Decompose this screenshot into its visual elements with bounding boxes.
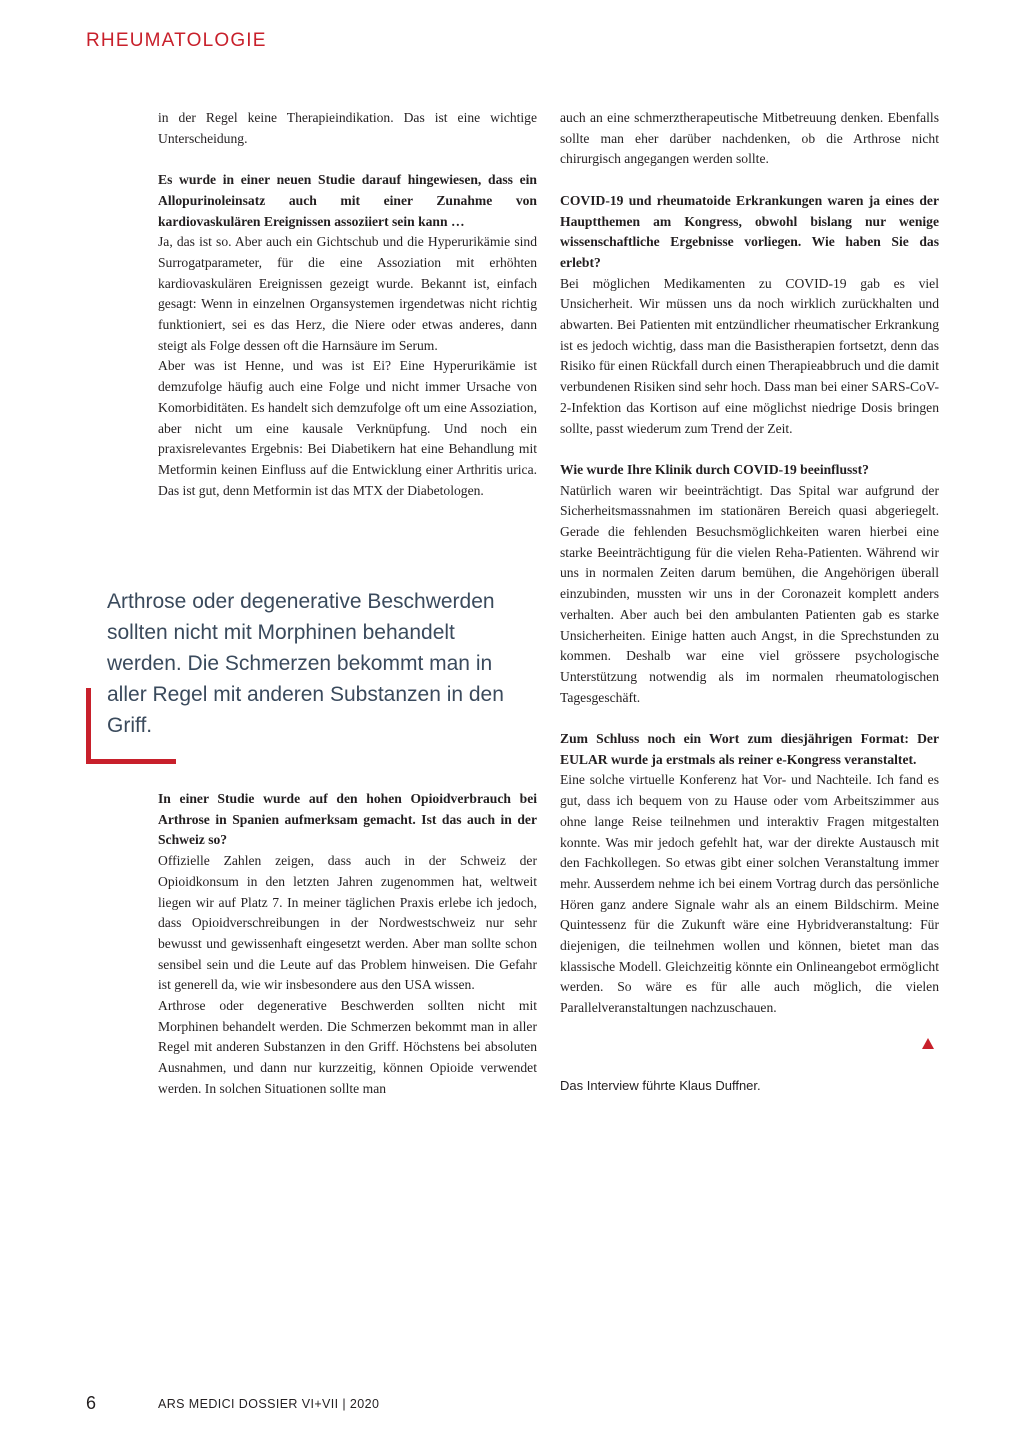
interview-question: In einer Studie wurde auf den hohen Opioidverbrauch bei Arthrose in Spanien aufmerksam gemacht. Ist das auch in der Schweiz so?	[158, 791, 537, 848]
page-number: 6	[86, 1393, 97, 1413]
left-column-top	[158, 108, 537, 501]
paragraph: Arthrose oder degenerative Beschwerden sollten nicht mit Morphinen behandelt werden. Die Schmerzen bekommt man in aller Regel mit anderen Substanzen in den Griff. Höchstens bei absoluten Ausnahmen, und dann nur kurzzeitig, können Opioide verwendet werden. In solchen Situationen sollte man	[158, 998, 537, 1096]
left-column-bottom	[158, 789, 537, 1100]
interview-answer: Ja, das ist so. Aber auch ein Gichtschub und die Hyperurikämie sind Surrogatparameter, für die eine Assoziation mit erhöhten kardiovaskulären Ereignissen gezeigt wurde. Bekannt ist, einfach gesagt: Wenn in einzelnen Organsystemen irgendetwas nicht richtig funktioniert, sei es das Herz, die Niere oder etwas anderes, dann steigt als Folge dessen oft die Harnsäure im Serum.	[158, 234, 537, 353]
interview-credit: Das Interview führte Klaus Duffner.	[560, 1078, 761, 1093]
interview-question: Zum Schluss noch ein Wort zum diesjährigen Format: Der EULAR wurde ja erstmals als reiner e-Kongress veranstaltet.	[560, 731, 939, 767]
publication-footer: ARS MEDICI DOSSIER VI+VII | 2020	[158, 1397, 380, 1411]
section-title: RHEUMATOLOGIE	[86, 30, 267, 51]
triangle-up-icon	[922, 1038, 934, 1049]
interview-question: COVID-19 und rheumatoide Erkrankungen waren ja eines der Hauptthemen am Kongress, obwohl bislang nur wenige wissenschaftliche Ergebnisse vorliegen. Wie haben Sie das erlebt?	[560, 192, 939, 270]
pullquote-bracket-vertical	[86, 688, 91, 764]
interview-question: Wie wurde Ihre Klinik durch COVID-19 beeinflusst?	[560, 461, 869, 477]
pull-quote: Arthrose oder degenerative Beschwerden sollten nicht mit Morphinen behandelt werden. Die Schmerzen bekommt man in aller Regel mit anderen Substanzen in den Griff.	[107, 590, 504, 737]
right-column	[560, 108, 939, 1019]
pullquote-bracket-horizontal	[86, 759, 176, 764]
paragraph: in der Regel keine Therapieindikation. Das ist eine wichtige Unterscheidung.	[158, 110, 537, 146]
interview-answer: Natürlich waren wir beeinträchtigt. Das Spital war aufgrund der Sicherheitsmassnahmen im stationären Bereich quasi abgeriegelt. Gerade die fehlenden Besuchsmöglichkeiten waren hierbei eine starke Beeinträchtigung für die vielen Reha-Patienten. Während wir uns in normalen Zeiten darum bemühen, die Angehörigen überall einzubinden, mussten wir uns in der Coronazeit komplett anders verhalten. Aber auch bei den ambulanten Patienten gab es starke Unsicherheiten. Einige hatten auch Angst, in die Sprechstunden zu kommen. Deshalb war eine viel grössere psychologische Unterstützung notwendig als im normalen rheumatologischen Tagesgeschäft.	[560, 482, 939, 705]
interview-answer: Bei möglichen Medikamenten zu COVID-19 gab es viel Unsicherheit. Wir müssen uns da noch wirklich zurückhalten und abwarten. Bei Patienten mit entzündlicher rheumatischer Erkrankung ist es jedoch wichtig, dass man die Basistherapien fortsetzt, denn das Risiko für einen Rückfall durch einen Therapieabbruch und die damit verbundenen Risiken sind sehr hoch. Dass man bei einer SARS-CoV-2-Infektion das Kortison auf eine möglichst niedrige Dosis bringen sollte, passt wiederum zum Trend der Zeit.	[560, 275, 939, 436]
interview-answer: Eine solche virtuelle Konferenz hat Vor- und Nachteile. Ich fand es gut, dass ich bequem von zu Hause oder vom Arbeitszimmer aus ohne lange Reise teilnehmen und interaktiv Fragen mitgestalten konnte. Was mir jedoch gefehlt hat, war der direkte Austausch mit den Fachkollegen. So etwas gibt einer solchen Veranstaltung immer mehr. Ausserdem nehme ich bei einem Vortrag durch das persönliche Hören ganz andere Signale wahr als an einem Bildschirm. Meine Quintessenz für die Zukunft wäre eine Hybridveranstaltung: Für diejenigen, die teilnehmen wollen und können, bietet man das klassische Modell. Gleichzeitig könnte ein Onlineangebot ermöglicht werden. So wäre es für alle auch möglich, die vielen Parallelveranstaltungen nachzuschauen.	[560, 772, 939, 1016]
paragraph: auch an eine schmerztherapeutische Mitbetreuung denken. Ebenfalls sollte man eher darüber nachdenken, ob die Arthrose nicht chirurgisch angegangen werden sollte.	[560, 110, 939, 167]
interview-answer: Offizielle Zahlen zeigen, dass auch in der Schweiz der Opioidkonsum in den letzten Jahren zugenommen hat, weltweit liegen wir auf Platz 7. In meiner täglichen Praxis erlebe ich jedoch, dass Opioidverschreibungen in der Nordwestschweiz nur sehr bewusst und gewissenhaft eingesetzt werden. Aber man sollte schon sensibel sein und die Leute auf das Problem hinweisen. Die Gefahr ist generell da, wie wir insbesondere aus den USA wissen.	[158, 853, 537, 993]
paragraph: Aber was ist Henne, und was ist Ei? Eine Hyperurikämie ist demzufolge häufig auch eine Folge und nicht immer Ursache von Komorbiditäten. Es handelt sich demzufolge oft um eine Assoziation, aber nicht um eine kausale Verknüpfung. Und noch ein praxisrelevantes Ergebnis: Bei Diabetikern hat eine Behandlung mit Metformin keinen Einfluss auf die Entwicklung einer Arthritis urica. Das ist gut, denn Metformin ist das MTX der Diabetologen.	[158, 358, 537, 498]
interview-question: Es wurde in einer neuen Studie darauf hingewiesen, dass ein Allopurinoleinsatz auch mit einer Zunahme von kardiovaskulären Ereignissen assoziiert sein kann …	[158, 172, 537, 229]
